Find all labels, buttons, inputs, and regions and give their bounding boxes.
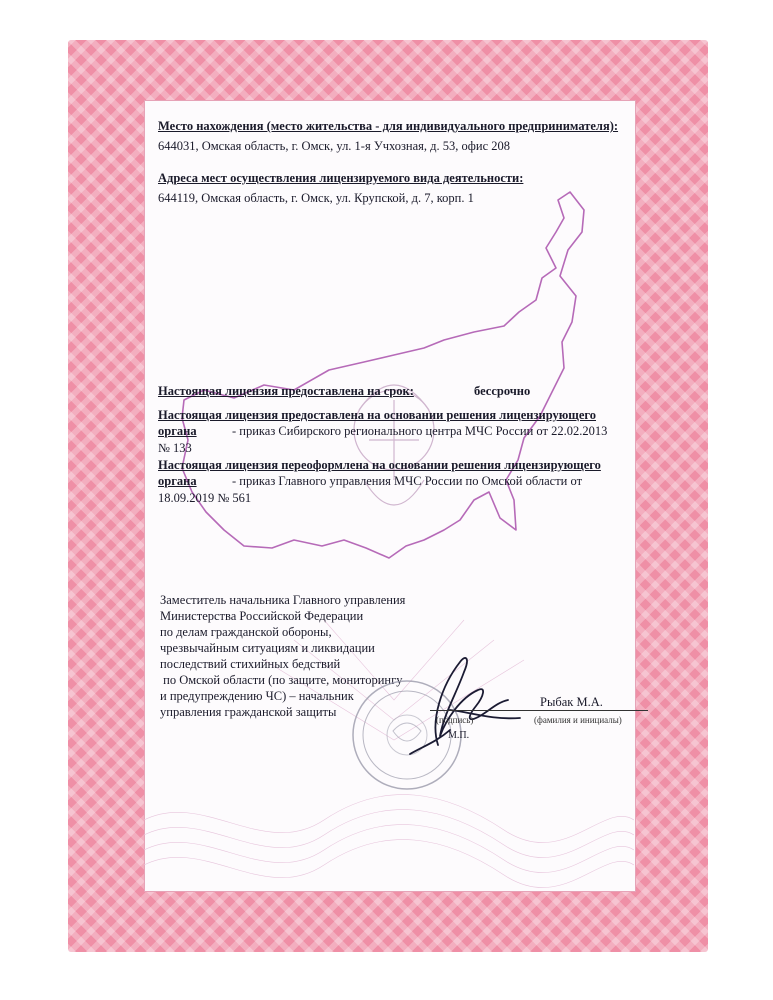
basis-heading-line1: Настоящая лицензия предоставлена на основании решения лицензирующего <box>158 408 597 422</box>
reissue-heading-line2: органа <box>158 474 197 488</box>
activity-value: 644119, Омская область, г. Омск, ул. Крупской, д. 7, корп. 1 <box>158 191 474 205</box>
location-value: 644031, Омская область, г. Омск, ул. 1-я Учхозная, д. 53, офис 208 <box>158 139 510 153</box>
signer-line-3: по делам гражданской обороны, <box>160 625 332 639</box>
term-value: бессрочно <box>474 384 531 398</box>
signature-caption: (подпись) <box>436 715 474 725</box>
signer-line-1: Заместитель начальника Главного управления <box>160 593 406 607</box>
activity-heading: Адреса мест осуществления лицензируемого вида деятельности: <box>158 171 524 185</box>
signer-line-7: и предупреждению ЧС) – начальник <box>160 689 354 703</box>
signer-name: Рыбак М.А. <box>540 695 603 709</box>
name-caption: (фамилия и инициалы) <box>534 715 622 725</box>
location-heading: Место нахождения (место жительства - для индивидуального предпринимателя): <box>158 119 619 133</box>
reissue-text-line1: - приказ Главного управления МЧС России по Омской области от <box>232 474 583 488</box>
basis-heading-line2: органа <box>158 424 197 438</box>
signer-line-2: Министерства Российской Федерации <box>160 609 364 623</box>
basis-text-line1: - приказ Сибирского регионального центра МЧС России от 22.02.2013 <box>232 424 608 438</box>
signer-line-4: чрезвычайным ситуациям и ликвидации <box>160 641 375 655</box>
term-label: Настоящая лицензия предоставлена на срок: <box>158 384 414 398</box>
reissue-text-line2: 18.09.2019 № 561 <box>158 491 252 505</box>
signer-line-6: по Омской области (по защите, мониторингу <box>160 673 403 687</box>
signer-line-5: последствий стихийных бедствий <box>160 657 341 671</box>
reissue-heading-line1: Настоящая лицензия переоформлена на основании решения лицензирующего <box>158 458 601 472</box>
signer-line-8: управления гражданской защиты <box>160 705 337 719</box>
signature-line <box>430 710 648 711</box>
basis-text-line2: № 133 <box>158 441 192 455</box>
seal-label: М.П. <box>448 730 470 741</box>
